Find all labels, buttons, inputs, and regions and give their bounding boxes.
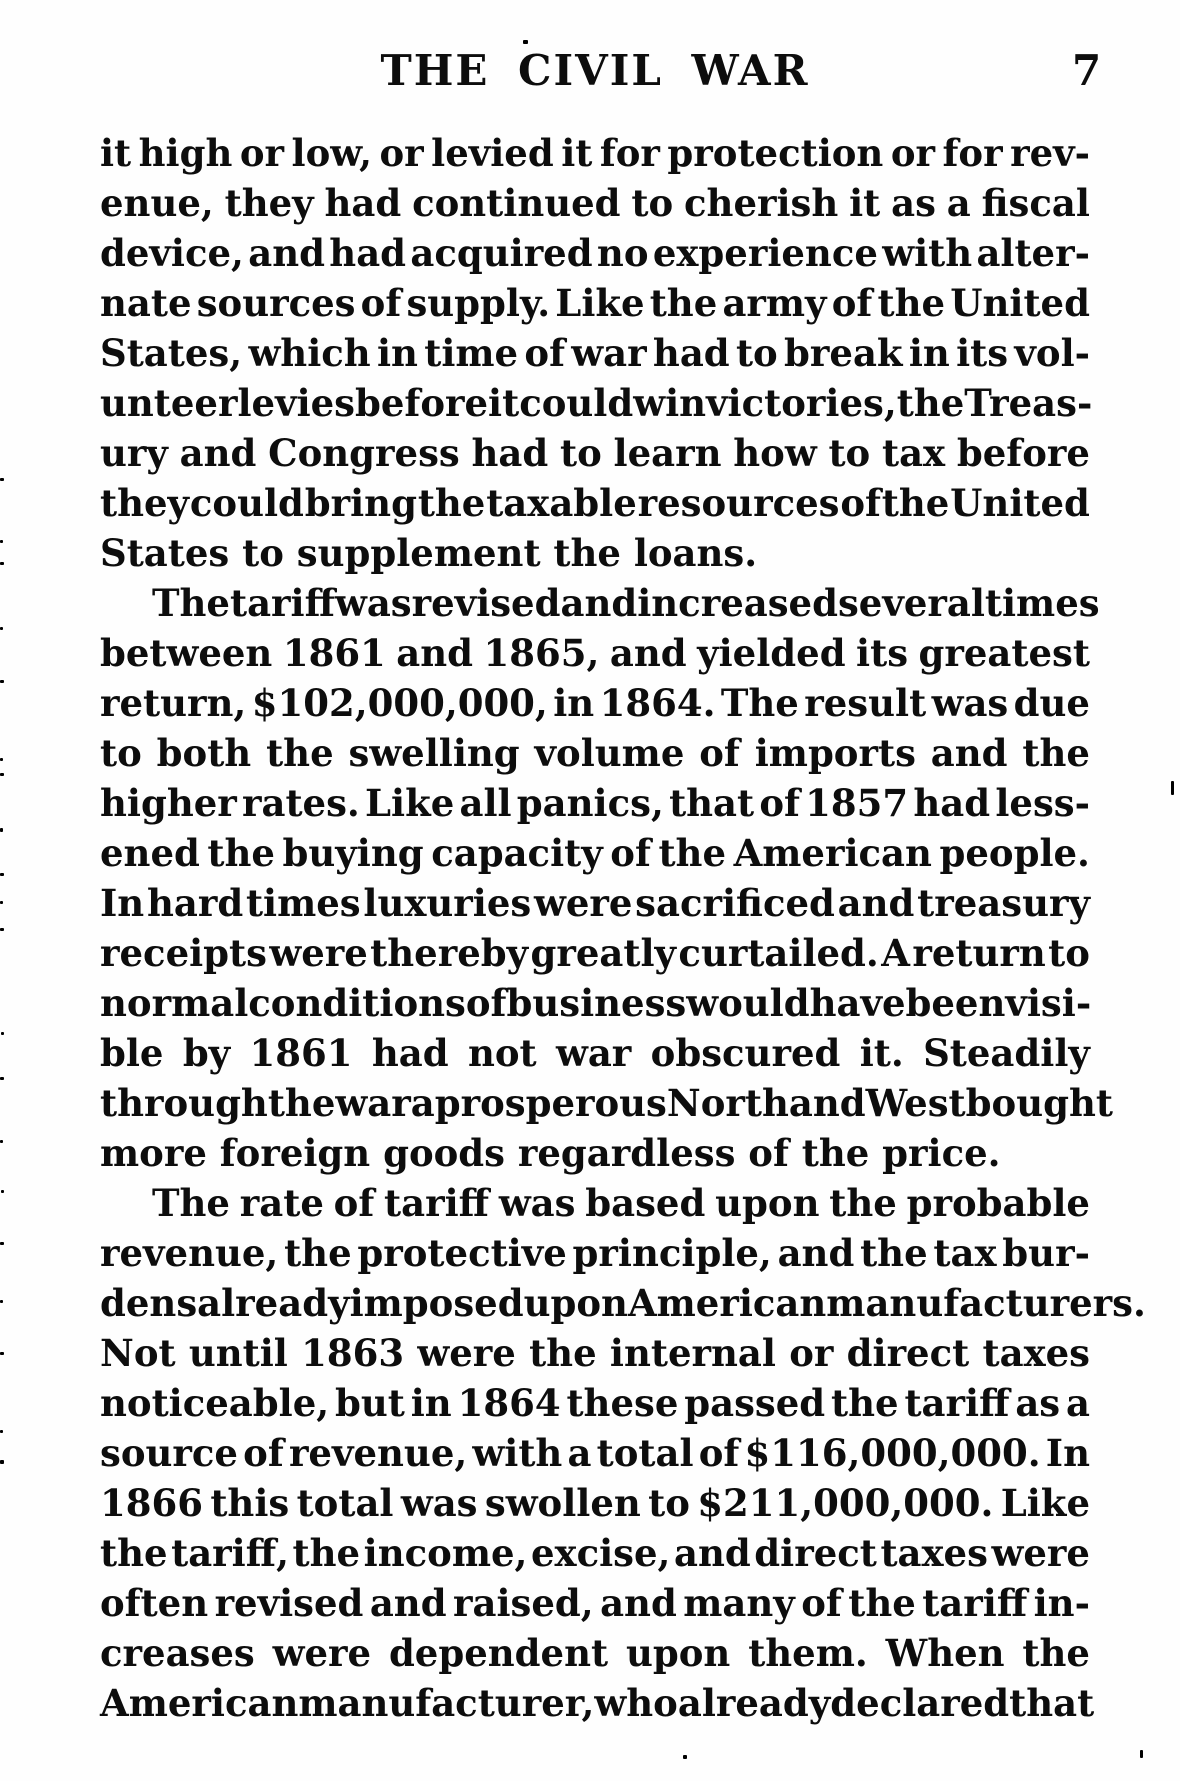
scan-speck	[0, 828, 3, 832]
text-line: creases were dependent upon them. When the	[100, 1631, 1090, 1675]
text-line: ened the buying capacity of the American people.	[100, 831, 1090, 875]
text-line: The tariff was revised and increased several times	[152, 581, 1100, 625]
page-text	[100, 128, 1146, 1728]
text-line: higher rates. Like all panics, that of 1857 had less-	[100, 781, 1090, 825]
text-line: The rate of tariff was based upon the probable	[152, 1181, 1090, 1225]
text-line: enue, they had continued to cherish it as a fiscal	[100, 181, 1090, 225]
scan-speck	[0, 478, 4, 481]
scan-speck	[0, 680, 4, 683]
scan-speck	[0, 1242, 4, 1245]
text-line: American manufacturer, who already declared that	[100, 1681, 1095, 1725]
scan-speck	[0, 562, 4, 565]
text-line: to both the swelling volume of imports and the	[100, 731, 1090, 775]
text-line: more foreign goods regardless of the price.	[100, 1131, 1001, 1175]
text-line: noticeable, but in 1864 these passed the tariff as a	[100, 1381, 1090, 1425]
scan-speck	[0, 873, 4, 876]
scan-speck	[0, 1352, 4, 1355]
text-line: device, and had acquired no experience with alter-	[100, 231, 1090, 275]
scan-speck	[0, 758, 3, 761]
text-line: ury and Congress had to learn how to tax before	[100, 431, 1090, 475]
text-line: the tariff, the income, excise, and direct taxes were	[100, 1531, 1090, 1575]
text-line: dens already imposed upon American manufacturers.	[100, 1281, 1146, 1325]
scan-speck	[0, 627, 3, 630]
text-line: nate sources of supply. Like the army of the United	[100, 281, 1090, 325]
running-header	[100, 46, 1102, 95]
text-line: it high or low, or levied it for protection or for rev-	[100, 131, 1090, 175]
text-line: source of revenue, with a total of $116,000,000. In	[100, 1431, 1090, 1475]
paragraph	[100, 128, 1093, 578]
scan-speck	[0, 1300, 3, 1303]
text-line: revenue, the protective principle, and the tax bur-	[100, 1231, 1090, 1275]
text-line: through the war a prosperous North and West bought	[100, 1081, 1113, 1125]
text-line: Not until 1863 were the internal or direct taxes	[100, 1331, 1090, 1375]
scan-speck	[1171, 781, 1174, 795]
text-line: In hard times luxuries were sacrificed and treasury	[100, 881, 1090, 925]
scan-speck	[0, 1430, 3, 1433]
text-line: normal conditions of business would have been visi-	[100, 981, 1092, 1025]
scan-speck	[1, 1032, 4, 1035]
text-line: return, $102,000,000, in 1864. The result was due	[100, 681, 1090, 725]
text-line: often revised and raised, and many of the tariff in-	[100, 1581, 1090, 1625]
paragraph	[100, 1178, 1146, 1728]
page-title: THE CIVIL WAR	[380, 46, 810, 95]
scan-speck	[0, 540, 3, 543]
text-line: ble by 1861 had not war obscured it. Steadily	[100, 1031, 1090, 1075]
text-line: 1866 this total was swollen to $211,000,000. Like	[100, 1481, 1090, 1525]
scan-speck	[0, 773, 4, 776]
scan-speck	[523, 40, 528, 44]
text-line: States to supplement the loans.	[100, 531, 758, 575]
paragraph	[100, 578, 1113, 1178]
scan-speck	[1140, 1750, 1143, 1758]
text-line: unteer levies before it could win victories, the Treas-	[100, 381, 1093, 425]
scan-speck	[683, 1755, 687, 1759]
text-line: States, which in time of war had to break in its vol-	[100, 331, 1090, 375]
text-line: between 1861 and 1865, and yielded its greatest	[100, 631, 1090, 675]
text-line: receipts were thereby greatly curtailed. A return to	[100, 931, 1090, 975]
page-number: 7	[1072, 46, 1102, 95]
scan-speck	[0, 901, 3, 904]
scan-speck	[0, 1140, 3, 1143]
scan-speck	[0, 1460, 4, 1464]
scan-speck	[1, 1190, 4, 1193]
scan-speck	[0, 928, 4, 931]
text-line: they could bring the taxable resources of the United	[100, 481, 1090, 525]
scan-speck	[0, 1077, 4, 1080]
